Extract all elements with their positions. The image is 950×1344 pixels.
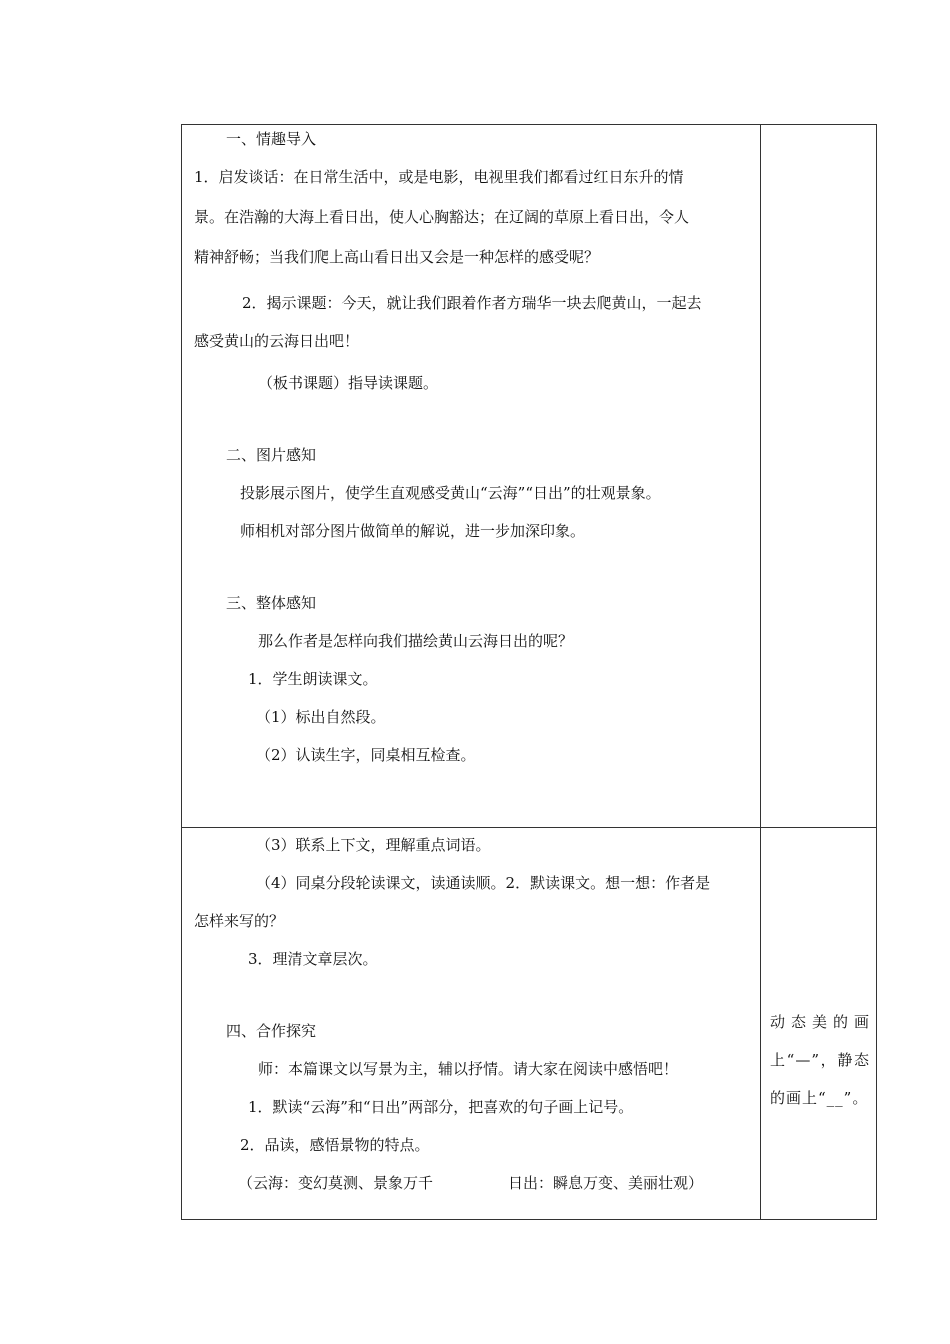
section1-item1-line2: 景。在浩瀚的大海上看日出，使人心胸豁达；在辽阔的草原上看日出，令人 (194, 208, 690, 226)
section3-sub4-line2: 怎样来写的？ (194, 912, 285, 930)
section4-intro: 师：本篇课文以写景为主，辅以抒情。请大家在阅读中感悟吧！ (258, 1060, 679, 1078)
section3-question: 那么作者是怎样向我们描绘黄山云海日出的呢？ (258, 632, 574, 650)
section2-line1: 投影展示图片，使学生直观感受黄山“云海”“日出”的壮观景象。 (240, 484, 661, 502)
section4-summary-sun: 日出：瞬息万变、美丽壮观） (508, 1174, 704, 1192)
section4-step1: 1．默读“云海”和“日出”两部分，把喜欢的句子画上记号。 (248, 1098, 634, 1116)
section3-step1: 1．学生朗读课文。 (248, 670, 378, 688)
section3-sub3: （3）联系上下文，理解重点词语。 (256, 836, 491, 854)
section3-step3: 3．理清文章层次。 (248, 950, 378, 968)
section2-line2: 师相机对部分图片做简单的解说，进一步加深印象。 (240, 522, 586, 540)
section3-sub1: （1）标出自然段。 (256, 708, 386, 726)
section1-item1-line1: 1．启发谈话：在日常生活中，或是电影，电视里我们都看过红日东升的情 (194, 168, 684, 186)
section1-item2-line1: 2．揭示课题：今天，就让我们跟着作者方瑞华一块去爬黄山，一起去 (242, 294, 702, 312)
row-divider (182, 827, 876, 828)
section4-summary-cloud: （云海：变幻莫测、景象万千 (238, 1174, 434, 1192)
column-divider (760, 125, 761, 1219)
section3-sub4-line1: （4）同桌分段轮读课文，读通读顺。2．默读课文。想一想：作者是 (256, 874, 711, 892)
section1-board: （板书课题）指导读课题。 (258, 374, 439, 392)
section2-heading: 二、图片感知 (226, 446, 317, 464)
section1-item2-line2: 感受黄山的云海日出吧！ (194, 332, 360, 350)
section3-heading: 三、整体感知 (226, 594, 317, 612)
section3-sub2: （2）认读生字，同桌相互检查。 (256, 746, 476, 764)
section4-step2: 2．品读，感悟景物的特点。 (240, 1136, 430, 1154)
section1-item1-line3: 精神舒畅；当我们爬上高山看日出又会是一种怎样的感受呢？ (194, 248, 600, 266)
section1-heading: 一、情趣导入 (226, 130, 317, 148)
side-note: 动态美的画上“—”，静态的画上“__”。 (770, 1013, 870, 1107)
section4-heading: 四、合作探究 (226, 1022, 317, 1040)
lesson-table (181, 124, 877, 1220)
